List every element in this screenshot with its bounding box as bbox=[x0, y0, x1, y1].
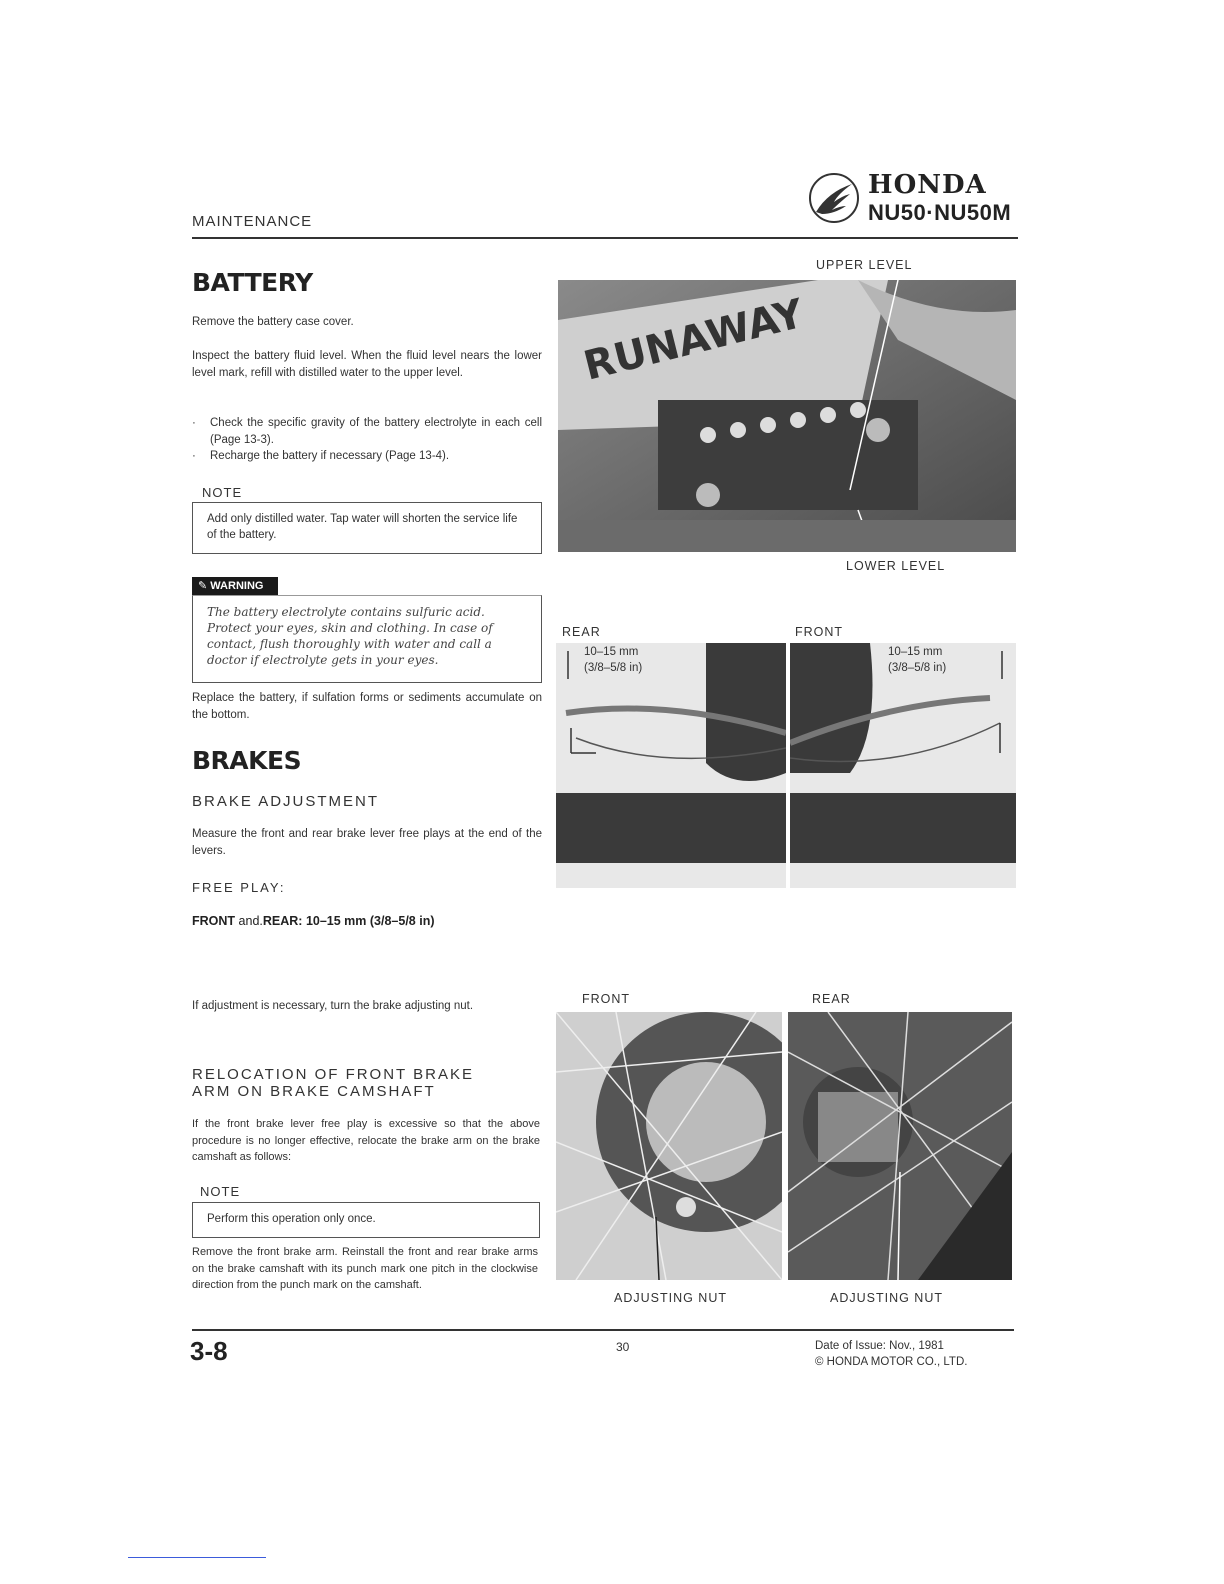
brakes-note-title: NOTE bbox=[200, 1184, 241, 1199]
rear-adjusting-nut-label: ADJUSTING NUT bbox=[830, 1291, 943, 1305]
page-code: 3-8 bbox=[190, 1336, 228, 1366]
lower-level-label: LOWER LEVEL bbox=[846, 559, 946, 573]
relocation-heading-2: ARM ON BRAKE CAMSHAFT bbox=[192, 1083, 436, 1100]
brakes-heading: BRAKES bbox=[192, 746, 302, 775]
warning-box bbox=[192, 595, 542, 683]
brakes-p2: If adjustment is necessary, turn the brake adjusting nut. bbox=[192, 1000, 474, 1012]
battery-note-text: Add only distilled water. Tap water will shorten the service life of the battery. bbox=[207, 513, 518, 541]
front-wheel-photo bbox=[556, 1012, 782, 1280]
battery-bullets: · Check the specific gravity of the battery electrolyte in each cell (Page 13-3). · Recharge the battery if necessary (Page 13-4). bbox=[192, 415, 542, 465]
rear-wheel-photo bbox=[788, 1012, 1012, 1280]
battery-p2: Inspect the battery fluid level. When the fluid level nears the lower level mark, refill with distilled water to the upper level. bbox=[192, 350, 542, 379]
brakes-note-text: Perform this operation only once. bbox=[207, 1213, 376, 1225]
footer-rule bbox=[192, 1329, 1014, 1331]
brakes-p1: Measure the front and rear brake lever free plays at the end of the levers. bbox=[192, 828, 542, 857]
rear-mm: 10–15 mm bbox=[584, 646, 639, 658]
bullet-gravity: Check the specific gravity of the battery electrolyte in each cell (Page 13-3). bbox=[210, 417, 542, 446]
issue-date: Date of Issue: Nov., 1981 bbox=[815, 1340, 944, 1352]
rear-lever-label: REAR bbox=[562, 625, 601, 639]
front-adjusting-nut-label: ADJUSTING NUT bbox=[614, 1291, 727, 1305]
front-in: (3/8–5/8 in) bbox=[888, 662, 947, 674]
rear-wheel-label: REAR bbox=[812, 992, 851, 1006]
warning-icon: ✎ bbox=[198, 580, 211, 592]
warning-badge bbox=[192, 577, 278, 595]
front-lever-photo bbox=[790, 643, 1016, 888]
free-play-label: FREE PLAY: bbox=[192, 880, 286, 895]
rear-in: (3/8–5/8 in) bbox=[584, 662, 643, 674]
upper-level-label: UPPER LEVEL bbox=[816, 258, 913, 272]
warning-text: The battery electrolyte contains sulfuric acid. Protect your eyes, skin and clothing. In case of contact, flush thoroughly with water and call a doctor if electrolyte gets in your eyes. bbox=[207, 605, 493, 667]
brakes-p3: If the front brake lever free play is excessive so that the above procedure is no longer effective, relocate the brake arm on the brake camshaft as follows: bbox=[192, 1118, 540, 1163]
bullet-recharge: Recharge the battery if necessary (Page 13-4). bbox=[210, 450, 450, 462]
brakes-p4: Remove the front brake arm. Reinstall the front and rear brake arms on the brake camshaft with its punch mark one pitch in the clockwise direction from the punch mark on the camshaft. bbox=[192, 1246, 538, 1291]
spec-rear: REAR: 10–15 mm (3/8–5/8 in) bbox=[262, 914, 435, 928]
spec-and: and. bbox=[238, 914, 263, 928]
header-rule bbox=[192, 237, 1018, 239]
brand-name: HONDA bbox=[868, 170, 987, 200]
warning-label: WARNING bbox=[210, 580, 264, 592]
front-mm: 10–15 mm bbox=[888, 646, 943, 658]
page-number: 30 bbox=[616, 1340, 630, 1354]
spec-front: FRONT bbox=[192, 914, 236, 928]
front-lever-label: FRONT bbox=[795, 625, 844, 639]
front-wheel-label: FRONT bbox=[582, 992, 631, 1006]
battery-heading: BATTERY bbox=[192, 268, 313, 297]
rear-lever-photo bbox=[556, 643, 786, 888]
model-name: NU50·NU50M bbox=[868, 200, 1012, 225]
relocation-heading-1: RELOCATION OF FRONT BRAKE bbox=[192, 1066, 474, 1083]
copyright: © HONDA MOTOR CO., LTD. bbox=[815, 1356, 968, 1368]
blue-underline bbox=[128, 1557, 266, 1558]
battery-p1: Remove the battery case cover. bbox=[192, 316, 354, 328]
battery-photo bbox=[558, 280, 1016, 552]
section-title: MAINTENANCE bbox=[192, 213, 313, 230]
brake-adjustment-heading: BRAKE ADJUSTMENT bbox=[192, 793, 380, 810]
battery-note-box bbox=[192, 502, 542, 554]
battery-p3: Replace the battery, if sulfation forms or sediments accumulate on the bottom. bbox=[192, 692, 542, 721]
battery-decal-text: RUNAWAY bbox=[579, 290, 809, 390]
honda-wing-logo bbox=[808, 172, 860, 224]
brakes-note-box bbox=[192, 1202, 540, 1238]
free-play-spec bbox=[192, 914, 435, 928]
battery-note-title: NOTE bbox=[202, 485, 243, 500]
